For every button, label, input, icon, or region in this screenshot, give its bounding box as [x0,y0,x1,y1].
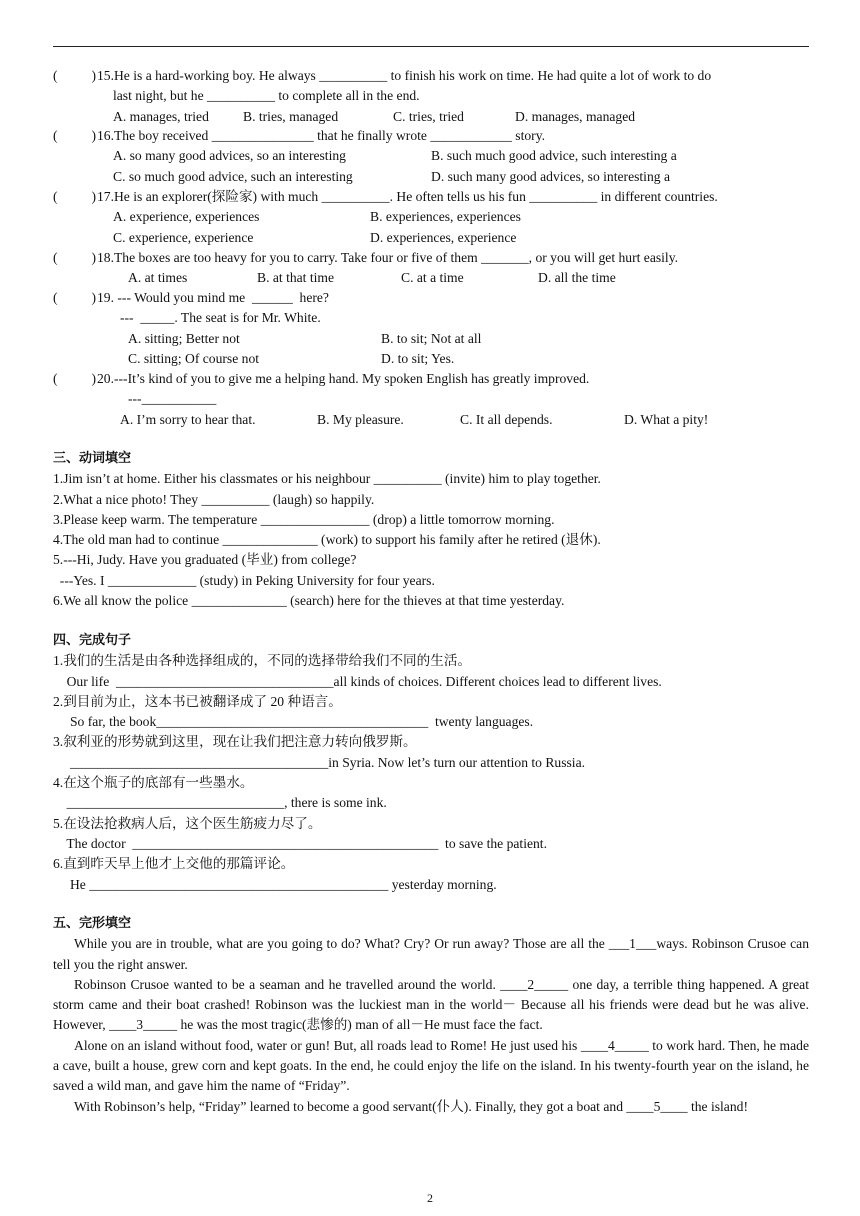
cloze-paragraph-3 [53,1036,809,1097]
option-b: B. My pleasure. [317,411,404,427]
question-stem-cont: ---___________ [128,391,217,407]
fill-item[interactable]: 2.What a nice photo! They __________ (laugh) so happily. [53,491,375,507]
sentence-blank[interactable]: ________________________________, there is some ink. [53,795,387,811]
answer-paren[interactable]: ( ) [53,68,97,83]
question-stem: 18.The boxes are too heavy for you to carry. Take four or five of them _______, or you will get hurt easily. [97,250,679,265]
question-19 [53,288,809,369]
chinese-prompt: 3.叙利亚的形势就到这里，现在让我们把注意力转向俄罗斯。 [53,734,417,750]
fill-item[interactable]: 4.The old man had to continue ______________ (work) to support his family after he retired (退休). [53,532,601,548]
question-stem-cont: last night, but he __________ to complete all in the end. [113,88,420,104]
question-15 [53,66,809,127]
section-heading: 四、完成句子 [53,633,132,648]
sentence-blank[interactable]: So far, the book________________________________________ twenty languages. [53,714,534,730]
question-stem: 17.He is an explorer(探险家) with much __________. He often tells us his fun __________ in different countries. [97,189,718,204]
option-c: C. sitting; Of course not [128,350,260,366]
option-d: D. manages, managed [515,108,636,124]
option-a: A. sitting; Better not [128,330,240,346]
passage-text: Alone on an island without food, water or gun! But, all roads lead to Rome! He just used his [74,1037,581,1053]
fill-item[interactable]: 5.---Hi, Judy. Have you graduated (毕业) from college? [53,552,357,568]
passage-text: one day, a terrible thing happened. A great storm came and their boat crashed! Robinson was the luckiest man in the world－ Because all his friends were dead but he was alive. However, [53,976,809,1033]
answer-paren[interactable]: ( ) [53,128,97,143]
cloze-paragraph-4 [53,1097,809,1117]
question-20 [53,369,809,430]
page-number: 2 [427,1191,433,1205]
question-16 [53,126,809,187]
options-row [53,107,809,127]
section-heading: 五、完形填空 [53,916,132,931]
option-a: A. experience, experiences [113,209,260,225]
chinese-prompt: 6.直到昨天早上他才上交他的那篇评论。 [53,856,295,872]
cloze-blank-5[interactable]: ____5____ [626,1098,688,1114]
option-b: B. at that time [257,270,335,286]
cloze-paragraph-2 [53,975,809,1036]
section-complete-sentences [53,631,809,895]
fill-item[interactable]: 6.We all know the police ______________ (search) here for the thieves at that time yesterday. [53,593,565,609]
question-stem: 16.The boy received _______________ that he finally wrote ____________ story. [97,128,546,143]
options-row [53,228,809,248]
passage-text: to work hard. Then, he made a cave, built a house, grew corn and kept goats. In the end, he could enjoy the life on the island. In his twenty-fourth year on the island, he saved a wild man, and gave him the name of “Friday”. [53,1037,809,1094]
answer-paren[interactable]: ( ) [53,189,97,204]
option-d: D. What a pity! [624,411,709,427]
option-b: B. such much good advice, such interesting a [431,148,677,164]
cloze-blank-3[interactable]: ____3_____ [109,1017,178,1033]
question-stem: 20.---It’s kind of you to give me a helping hand. My spoken English has greatly improved. [97,371,590,386]
passage-text: While you are in trouble, what are you going to do? What? Cry? Or run away? Those are all the [74,936,609,952]
header-rule [53,46,809,47]
fill-item[interactable]: 3.Please keep warm. The temperature ________________ (drop) a little tomorrow morning. [53,511,555,527]
options-row [53,207,809,227]
cloze-blank-1[interactable]: ___1___ [608,936,657,952]
question-stem: 15.He is a hard-working boy. He always __________ to finish his work on time. He had quite a lot of work to do [97,68,712,83]
options-row [53,410,809,430]
section-verb-fill [53,449,809,611]
answer-paren[interactable]: ( ) [53,290,97,305]
options-row [53,329,809,349]
option-a: A. at times [128,270,188,286]
option-b: B. experiences, experiences [370,209,521,225]
option-a: A. I’m sorry to hear that. [120,411,256,427]
option-d: D. such many good advices, so interesting a [431,168,670,184]
sentence-blank[interactable]: He ____________________________________________ yesterday morning. [53,876,497,892]
chinese-prompt: 1.我们的生活是由各种选择组成的，不同的选择带给我们不同的生活。 [53,653,472,669]
option-d: D. experiences, experience [370,229,517,245]
answer-paren[interactable]: ( ) [53,250,97,265]
option-d: D. all the time [538,270,616,286]
fill-item[interactable]: 1.Jim isn’t at home. Either his classmates or his neighbour __________ (invite) him to play together. [53,471,601,487]
section-cloze [53,914,809,1117]
option-c: C. experience, experience [113,229,254,245]
answer-paren[interactable]: ( ) [53,371,97,386]
option-b: B. to sit; Not at all [381,330,482,346]
cloze-blank-4[interactable]: ____4_____ [580,1037,649,1053]
question-stem-cont: --- _____. The seat is for Mr. White. [120,310,321,326]
cloze-paragraph-1 [53,934,809,975]
options-row [53,268,809,288]
chinese-prompt: 4.在这个瓶子的底部有一些墨水。 [53,775,254,791]
sentence-blank[interactable]: ______________________________________in Syria. Now let’s turn our attention to Russia. [53,754,586,770]
passage-text: he was the most tragic(悲惨的) man of all－He must face the fact. [177,1017,543,1033]
option-a: A. so many good advices, so an interesting [113,148,346,164]
options-row [53,167,809,187]
passage-text: the island! [687,1098,748,1114]
chinese-prompt: 2.到目前为止，这本书已被翻译成了 20 种语言。 [53,693,342,709]
options-row [53,146,809,166]
chinese-prompt: 5.在设法抢救病人后，这个医生筋疲力尽了。 [53,815,322,831]
option-b: B. tries, managed [243,108,339,124]
sentence-blank[interactable]: Our life ________________________________all kinds of choices. Different choices lead to different lives. [53,673,662,689]
option-a: A. manages, tried [113,108,209,124]
section-heading: 三、动词填空 [53,451,132,466]
passage-text: With Robinson’s help, “Friday” learned to become a good servant(仆人). Finally, they got a boat and [74,1098,627,1114]
passage-text: Robinson Crusoe wanted to be a seaman and he travelled around the world. [74,976,501,992]
sentence-blank[interactable]: The doctor _____________________________________________ to save the patient. [53,835,547,851]
option-c: C. so much good advice, such an interesting [113,168,353,184]
passage-text: ways. Robinson Crusoe can tell you the right answer. [53,936,809,972]
options-row [53,349,809,369]
option-c: C. at a time [401,270,464,286]
question-18 [53,248,809,289]
cloze-blank-2[interactable]: ____2_____ [500,976,569,992]
question-17 [53,187,809,248]
option-c: C. It all depends. [460,411,553,427]
option-c: C. tries, tried [393,108,464,124]
question-stem: 19. --- Would you mind me ______ here? [97,290,329,305]
fill-item[interactable]: ---Yes. I _____________ (study) in Peking University for four years. [53,572,435,588]
option-d: D. to sit; Yes. [381,350,455,366]
